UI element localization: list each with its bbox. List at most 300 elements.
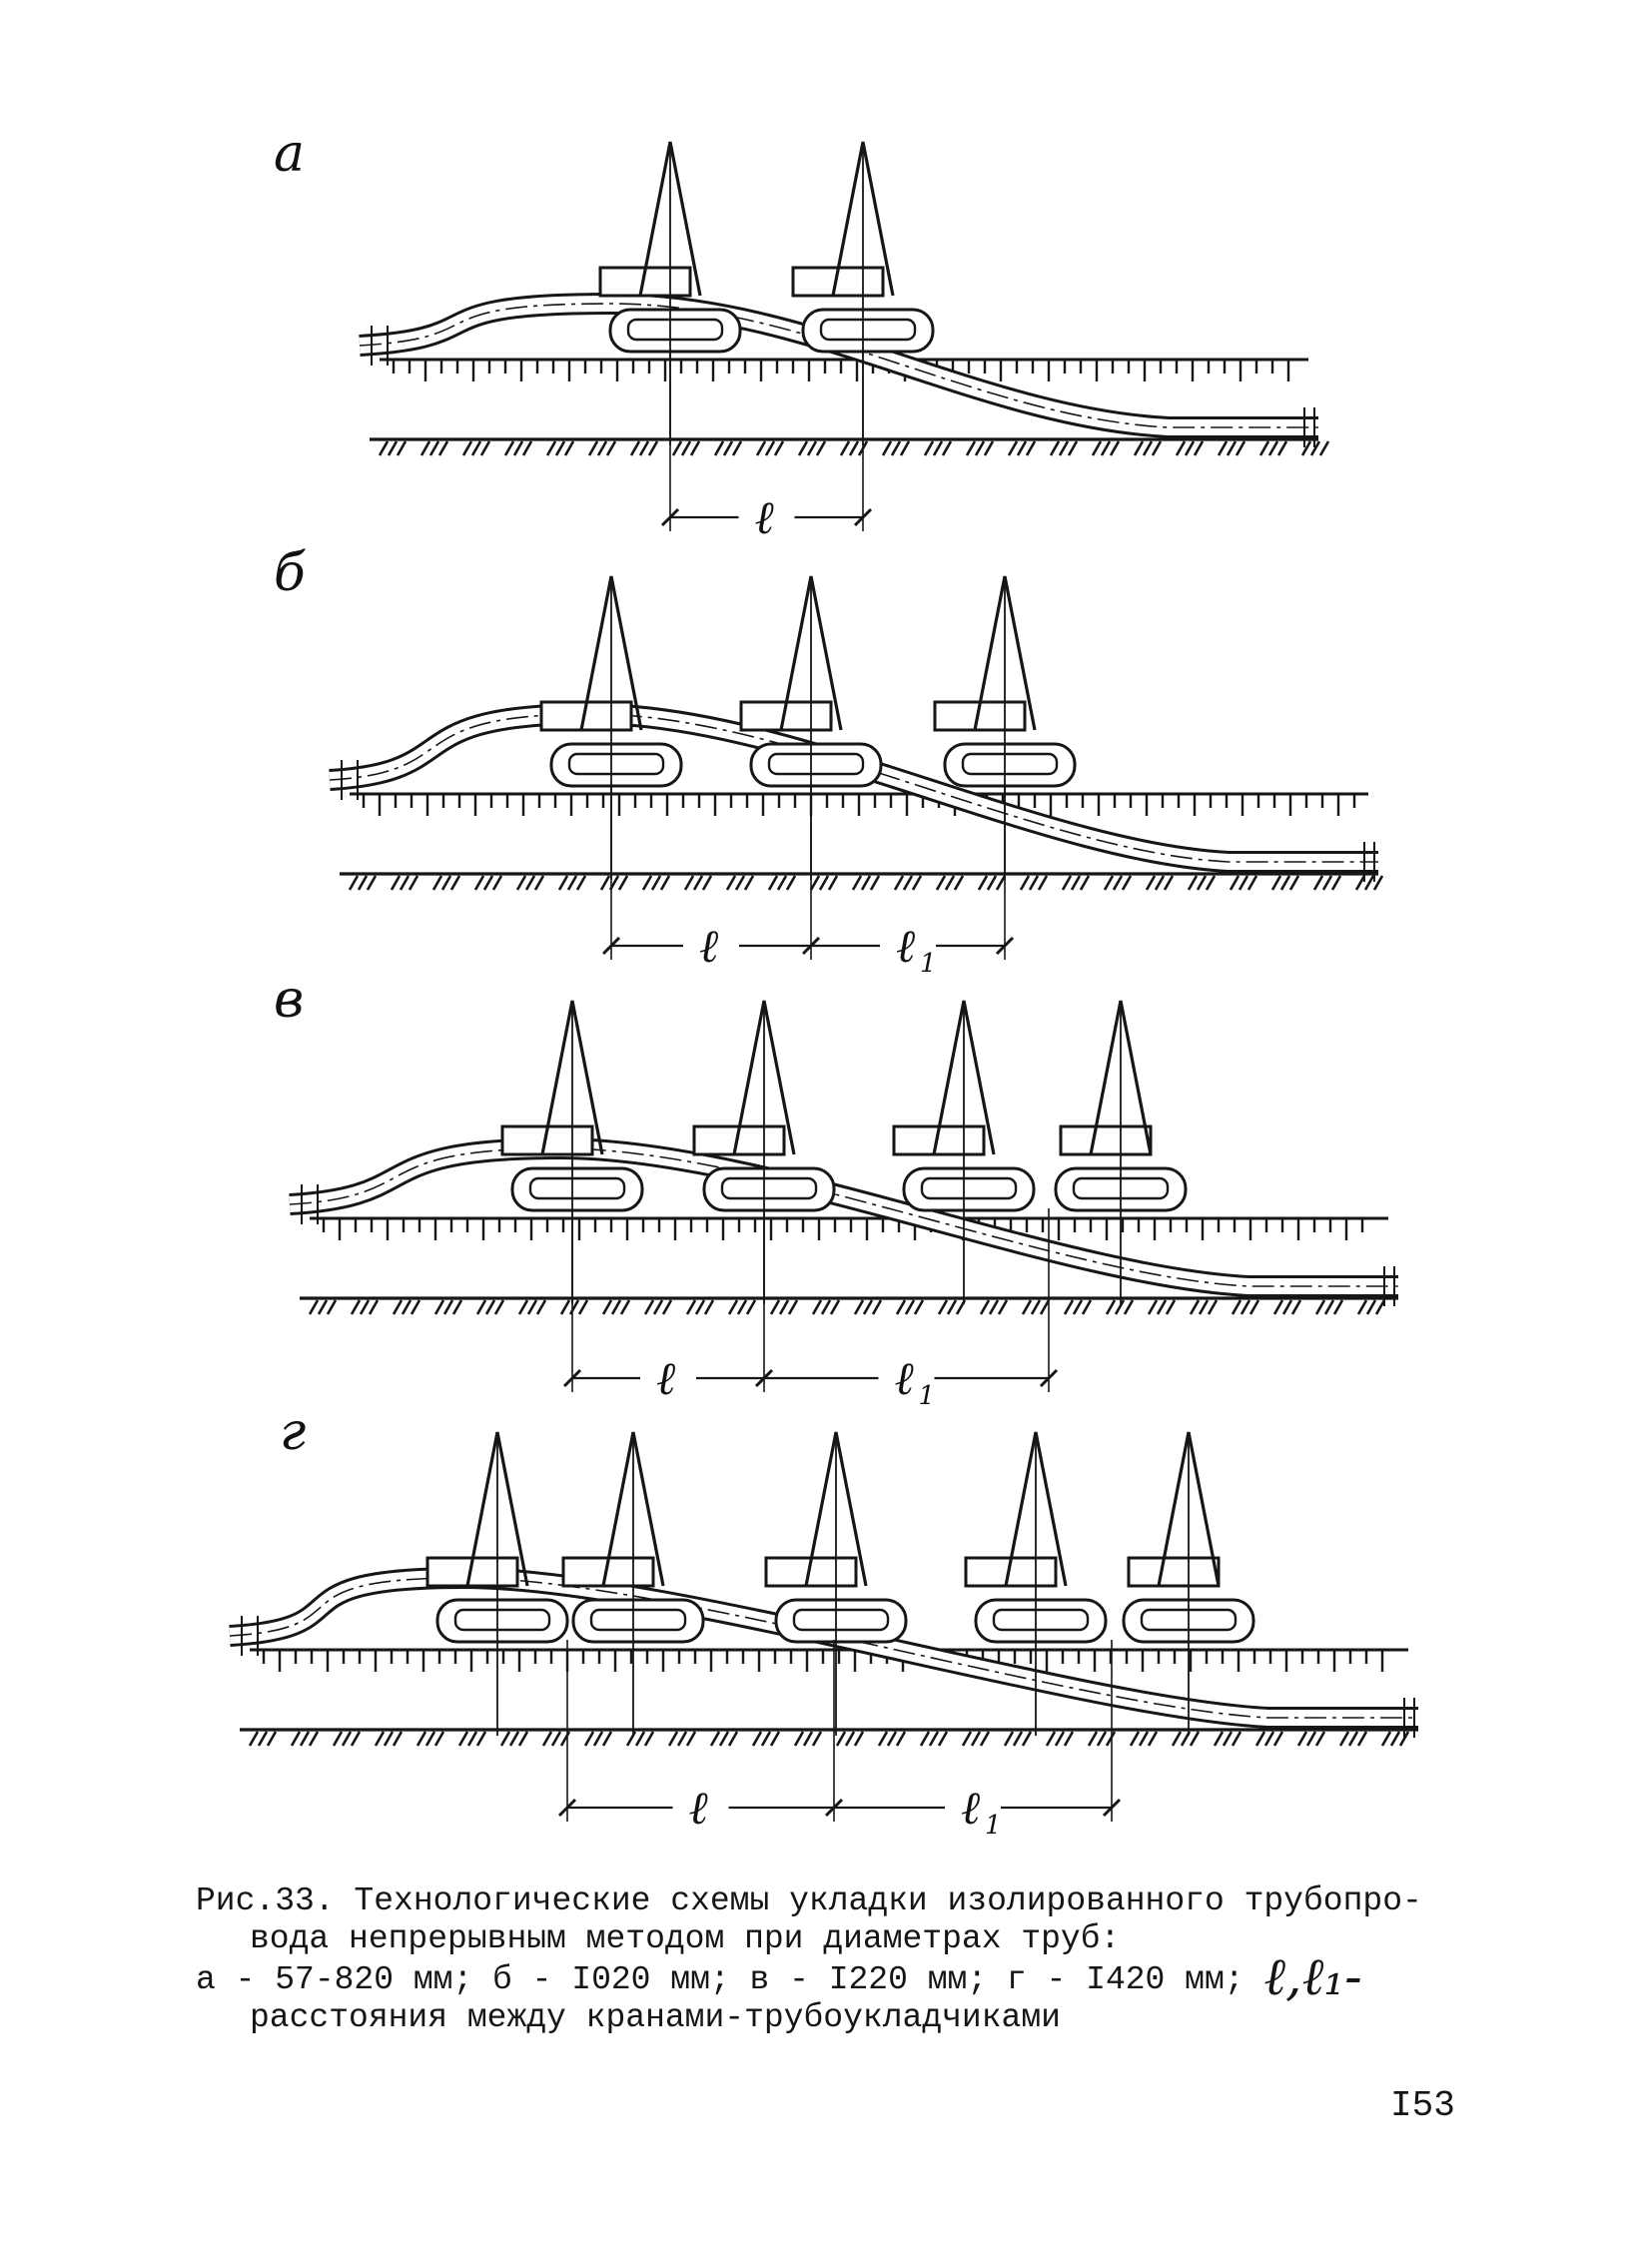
trench-hatch-stroke bbox=[817, 441, 825, 455]
trench-hatch-stroke bbox=[696, 1300, 704, 1314]
trench-hatch-stroke bbox=[543, 1732, 551, 1746]
trench-hatch-stroke bbox=[585, 1732, 593, 1746]
trench-hatch-stroke bbox=[535, 876, 543, 890]
trench-hatch-stroke bbox=[631, 441, 639, 455]
trench-hatch-stroke bbox=[753, 1732, 761, 1746]
trench-hatch-stroke bbox=[1114, 876, 1122, 890]
trench-hatch-stroke bbox=[766, 441, 774, 455]
trench-hatch-stroke bbox=[1081, 876, 1089, 890]
trench-hatch-stroke bbox=[568, 876, 576, 890]
trench-hatch-stroke bbox=[352, 1300, 360, 1314]
trench-hatch-stroke bbox=[603, 1300, 611, 1314]
trench-hatch-stroke bbox=[619, 876, 627, 890]
trench-hatch-stroke bbox=[493, 876, 501, 890]
trench-hatch-stroke bbox=[967, 441, 975, 455]
trench-hatch-stroke bbox=[477, 1732, 485, 1746]
trench-hatch-stroke bbox=[1209, 1300, 1217, 1314]
dimension-label: ℓ bbox=[656, 1351, 676, 1405]
trench-hatch-stroke bbox=[720, 1732, 728, 1746]
trench-hatch-stroke bbox=[594, 1732, 602, 1746]
trench-hatch-stroke bbox=[559, 876, 567, 890]
trench-hatch-stroke bbox=[426, 1732, 434, 1746]
trench-hatch-stroke bbox=[1269, 441, 1277, 455]
trench-hatch-stroke bbox=[1265, 1732, 1273, 1746]
trench-hatch-stroke bbox=[862, 876, 870, 890]
trench-hatch-stroke bbox=[370, 1300, 378, 1314]
caption-line-2: вода непрерывным методом при диаметрах труб: bbox=[250, 1920, 1121, 1957]
trench-hatch-stroke bbox=[789, 1300, 797, 1314]
trench-hatch-stroke bbox=[1256, 1732, 1264, 1746]
trench-hatch-stroke bbox=[846, 1732, 854, 1746]
trench-hatch-stroke bbox=[981, 1732, 989, 1746]
trench-hatch-stroke bbox=[523, 441, 531, 455]
trench-hatch-stroke bbox=[892, 441, 900, 455]
trench-hatch-stroke bbox=[1391, 1732, 1399, 1746]
trench-hatch-stroke bbox=[976, 441, 984, 455]
trench-hatch-stroke bbox=[301, 1732, 309, 1746]
trench-hatch-stroke bbox=[577, 876, 585, 890]
trench-hatch-stroke bbox=[747, 1300, 755, 1314]
trench-hatch-stroke bbox=[711, 1732, 719, 1746]
trench-hatch-stroke bbox=[1144, 441, 1152, 455]
trench-hatch-stroke bbox=[1290, 876, 1298, 890]
trench-hatch-stroke bbox=[897, 1300, 905, 1314]
trench-hatch-stroke bbox=[1102, 441, 1110, 455]
trench-hatch-stroke bbox=[895, 876, 903, 890]
trench-hatch-stroke bbox=[937, 876, 945, 890]
trench-hatch-stroke bbox=[556, 441, 564, 455]
trench-hatch-stroke bbox=[319, 1300, 327, 1314]
trench-hatch-stroke bbox=[771, 1732, 779, 1746]
trench-hatch-stroke bbox=[769, 876, 777, 890]
trench-hatch-stroke bbox=[484, 876, 492, 890]
trench-hatch-stroke bbox=[813, 1732, 821, 1746]
trench-hatch-stroke bbox=[1027, 441, 1035, 455]
trench-hatch-stroke bbox=[871, 876, 879, 890]
trench-hatch-stroke bbox=[1153, 441, 1161, 455]
trench-hatch-stroke bbox=[1323, 876, 1331, 890]
trench-hatch-stroke bbox=[762, 1732, 770, 1746]
trench-hatch-stroke bbox=[1233, 1732, 1240, 1746]
trench-hatch-stroke bbox=[579, 1300, 587, 1314]
caption-dimension-symbols: ℓ,ℓ₁- bbox=[1263, 1947, 1362, 2007]
dimension-label: ℓ bbox=[754, 490, 774, 544]
caption-line-1: Рис.33. Технологические схемы укладки изолированного трубопро- bbox=[196, 1882, 1422, 1919]
trench-hatch-stroke bbox=[1278, 441, 1286, 455]
trench-hatch-stroke bbox=[925, 441, 933, 455]
figure-caption bbox=[196, 1882, 1494, 2037]
trench-hatch-stroke bbox=[310, 1300, 318, 1314]
trench-hatch-stroke bbox=[1374, 876, 1382, 890]
trench-hatch-stroke bbox=[495, 1300, 503, 1314]
trench-hatch-stroke bbox=[589, 441, 597, 455]
trench-hatch-stroke bbox=[831, 1300, 839, 1314]
scheme-panel-1 bbox=[360, 142, 1328, 544]
trench-hatch-stroke bbox=[517, 876, 525, 890]
trench-hatch-stroke bbox=[1156, 876, 1164, 890]
scheme-panel-3 bbox=[290, 1001, 1398, 1411]
trench-hatch-stroke bbox=[888, 1732, 896, 1746]
pipelayer-crane-5 bbox=[1124, 1432, 1253, 1736]
trench-hatch-stroke bbox=[736, 876, 744, 890]
trench-hatch-stroke bbox=[841, 441, 849, 455]
trench-hatch-stroke bbox=[392, 876, 400, 890]
trench-hatch-stroke bbox=[501, 1732, 509, 1746]
trench-hatch-stroke bbox=[1358, 1300, 1366, 1314]
trench-hatch-stroke bbox=[519, 1300, 527, 1314]
trench-hatch-stroke bbox=[943, 441, 951, 455]
crane-cab bbox=[1129, 1558, 1219, 1586]
trench-hatch-stroke bbox=[946, 876, 954, 890]
trench-hatch-stroke bbox=[1198, 876, 1206, 890]
trench-hatch-stroke bbox=[1023, 1300, 1031, 1314]
trench-hatch-stroke bbox=[981, 1300, 989, 1314]
trench-hatch-stroke bbox=[1140, 1732, 1148, 1746]
pipeline-axis bbox=[330, 714, 1378, 862]
trench-hatch-stroke bbox=[477, 1300, 485, 1314]
crawler-track bbox=[704, 1168, 834, 1210]
trench-hatch-stroke bbox=[979, 876, 987, 890]
trench-hatch-stroke bbox=[1005, 1732, 1013, 1746]
trench-hatch-stroke bbox=[1332, 876, 1340, 890]
trench-hatch-stroke bbox=[778, 876, 786, 890]
trench-hatch-stroke bbox=[780, 1300, 788, 1314]
trench-hatch-stroke bbox=[526, 876, 534, 890]
trench-hatch-stroke bbox=[1274, 1300, 1282, 1314]
trench-hatch-stroke bbox=[528, 1300, 536, 1314]
crawler-track bbox=[437, 1600, 567, 1642]
trench-hatch-stroke bbox=[715, 441, 723, 455]
trench-hatch-stroke bbox=[1191, 1300, 1199, 1314]
trench-hatch-stroke bbox=[486, 1300, 494, 1314]
trench-hatch-stroke bbox=[565, 441, 573, 455]
trench-hatch-stroke bbox=[459, 1732, 467, 1746]
trench-hatch-stroke bbox=[1316, 1732, 1324, 1746]
crane-cab bbox=[1061, 1126, 1151, 1154]
trench-hatch-stroke bbox=[1177, 441, 1185, 455]
dimension-label-subscript: 1 bbox=[985, 1811, 1002, 1841]
trench-hatch-stroke bbox=[1123, 876, 1131, 890]
trench-hatch-stroke bbox=[804, 1732, 812, 1746]
trench-hatch-stroke bbox=[1274, 1732, 1282, 1746]
trench-hatch-stroke bbox=[380, 441, 388, 455]
trench-hatch-stroke bbox=[352, 1732, 360, 1746]
trench-hatch-stroke bbox=[1021, 876, 1029, 890]
trench-hatch-stroke bbox=[1237, 441, 1244, 455]
trench-hatch-stroke bbox=[510, 1732, 518, 1746]
trench-hatch-stroke bbox=[930, 1732, 938, 1746]
trench-hatch-stroke bbox=[1065, 1732, 1073, 1746]
trench-hatch-stroke bbox=[268, 1732, 276, 1746]
trench-hatch-stroke bbox=[1189, 876, 1197, 890]
trench-hatch-stroke bbox=[837, 1732, 845, 1746]
trench-hatch-stroke bbox=[1215, 1732, 1223, 1746]
trench-hatch-stroke bbox=[1272, 876, 1280, 890]
trench-hatch-stroke bbox=[901, 441, 909, 455]
trench-hatch-stroke bbox=[1207, 876, 1215, 890]
trench-hatch-stroke bbox=[999, 1300, 1007, 1314]
trench-hatch-stroke bbox=[1039, 876, 1047, 890]
trench-hatch-stroke bbox=[394, 1300, 402, 1314]
trench-hatch-stroke bbox=[636, 1732, 644, 1746]
trench-hatch-stroke bbox=[1248, 876, 1256, 890]
trench-hatch-stroke bbox=[350, 876, 358, 890]
crawler-track bbox=[776, 1600, 906, 1642]
trench-hatch-stroke bbox=[1173, 1732, 1181, 1746]
trench-hatch-stroke bbox=[1283, 1300, 1291, 1314]
trench-hatch-stroke bbox=[724, 441, 732, 455]
caption-line-3 bbox=[196, 1947, 1494, 2007]
trench-hatch-stroke bbox=[1063, 876, 1071, 890]
crawler-track bbox=[976, 1600, 1106, 1642]
trench-hatch-stroke bbox=[1191, 1732, 1199, 1746]
crawler-track bbox=[945, 744, 1075, 786]
trench-hatch-stroke bbox=[430, 441, 438, 455]
trench-hatch-stroke bbox=[1009, 441, 1017, 455]
trench-hatch-stroke bbox=[1018, 441, 1026, 455]
trench-hatch-stroke bbox=[433, 876, 441, 890]
trench-hatch-stroke bbox=[640, 441, 648, 455]
trench-hatch-stroke bbox=[505, 441, 513, 455]
trench-hatch-stroke bbox=[853, 876, 861, 890]
trench-hatch-stroke bbox=[1116, 1300, 1124, 1314]
trench-hatch-stroke bbox=[514, 441, 522, 455]
trench-hatch-stroke bbox=[775, 441, 783, 455]
trench-hatch-stroke bbox=[250, 1732, 258, 1746]
trench-hatch-stroke bbox=[439, 441, 447, 455]
panel-letter-g: г bbox=[280, 1402, 307, 1462]
trench-hatch-stroke bbox=[1228, 441, 1236, 455]
trench-hatch-stroke bbox=[1314, 876, 1322, 890]
trench-hatch-stroke bbox=[1149, 1732, 1157, 1746]
trench-hatch-stroke bbox=[403, 1300, 411, 1314]
trench-hatch-stroke bbox=[1051, 441, 1059, 455]
trench-hatch-stroke bbox=[444, 1300, 452, 1314]
crawler-track bbox=[573, 1600, 703, 1642]
dimension-label: ℓ bbox=[699, 919, 719, 973]
trench-hatch-stroke bbox=[1239, 876, 1247, 890]
trench-hatch-stroke bbox=[442, 876, 450, 890]
trench-hatch-stroke bbox=[985, 441, 993, 455]
trench-hatch-stroke bbox=[883, 441, 891, 455]
dimension-label: ℓ bbox=[894, 1351, 914, 1405]
trench-hatch-stroke bbox=[669, 1732, 677, 1746]
trench-hatch-stroke bbox=[1023, 1732, 1031, 1746]
trench-hatch-stroke bbox=[1135, 441, 1143, 455]
trench-hatch-stroke bbox=[1111, 441, 1119, 455]
trench-hatch-stroke bbox=[873, 1300, 881, 1314]
trench-hatch-stroke bbox=[813, 1300, 821, 1314]
trench-hatch-stroke bbox=[1281, 876, 1289, 890]
trench-hatch-stroke bbox=[811, 876, 819, 890]
trench-hatch-stroke bbox=[963, 1732, 971, 1746]
trench-hatch-stroke bbox=[376, 1732, 384, 1746]
trench-hatch-stroke bbox=[1365, 876, 1373, 890]
panel-letter-b: б bbox=[274, 543, 306, 603]
trench-hatch-stroke bbox=[855, 1300, 863, 1314]
trench-hatch-stroke bbox=[621, 1300, 629, 1314]
trench-hatch-stroke bbox=[771, 1300, 779, 1314]
trench-hatch-stroke bbox=[1107, 1300, 1115, 1314]
trench-hatch-stroke bbox=[643, 876, 651, 890]
pipelayer-crane-3 bbox=[894, 1001, 1034, 1304]
trench-hatch-stroke bbox=[687, 1300, 695, 1314]
trench-hatch-stroke bbox=[394, 1732, 402, 1746]
trench-hatch-stroke bbox=[820, 876, 828, 890]
scheme-panel-2 bbox=[330, 576, 1382, 979]
trench-hatch-stroke bbox=[1316, 1300, 1324, 1314]
trench-hatch-stroke bbox=[1307, 1732, 1315, 1746]
trench-hatch-stroke bbox=[1340, 1732, 1348, 1746]
trench-hatch-stroke bbox=[259, 1732, 267, 1746]
trench-hatch-stroke bbox=[799, 441, 807, 455]
trench-hatch-stroke bbox=[607, 441, 615, 455]
trench-hatch-stroke bbox=[421, 441, 429, 455]
trench-hatch-stroke bbox=[1382, 1732, 1390, 1746]
trench-hatch-stroke bbox=[468, 1732, 476, 1746]
trench-hatch-stroke bbox=[481, 441, 489, 455]
trench-hatch-stroke bbox=[988, 876, 996, 890]
trench-hatch-stroke bbox=[729, 1732, 737, 1746]
trench-hatch-stroke bbox=[645, 1732, 653, 1746]
trench-hatch-stroke bbox=[921, 1732, 929, 1746]
trench-hatch-stroke bbox=[603, 1732, 611, 1746]
trench-hatch-stroke bbox=[343, 1732, 351, 1746]
trench-hatch-stroke bbox=[1325, 1300, 1333, 1314]
trench-hatch-stroke bbox=[1186, 441, 1194, 455]
trench-hatch-stroke bbox=[1089, 1732, 1097, 1746]
trench-hatch-stroke bbox=[673, 441, 681, 455]
trench-hatch-stroke bbox=[1298, 1732, 1306, 1746]
trench-hatch-stroke bbox=[1260, 441, 1268, 455]
trench-hatch-stroke bbox=[1200, 1300, 1208, 1314]
trench-hatch-stroke bbox=[663, 1300, 671, 1314]
dimension-label-subscript: 1 bbox=[920, 949, 937, 979]
trench-hatch-stroke bbox=[1320, 441, 1328, 455]
trench-hatch-stroke bbox=[955, 876, 963, 890]
trench-hatch-stroke bbox=[879, 1732, 887, 1746]
trench-hatch-stroke bbox=[1069, 441, 1077, 455]
trench-hatch-stroke bbox=[475, 876, 483, 890]
trench-hatch-stroke bbox=[1231, 876, 1239, 890]
trench-hatch-stroke bbox=[1041, 1300, 1049, 1314]
crawler-track bbox=[751, 744, 881, 786]
trench-hatch-stroke bbox=[645, 1300, 653, 1314]
trench-hatch-stroke bbox=[1107, 1732, 1115, 1746]
trench-hatch-stroke bbox=[729, 1300, 737, 1314]
trench-hatch-stroke bbox=[547, 441, 555, 455]
trench-hatch-stroke bbox=[398, 441, 406, 455]
trench-hatch-stroke bbox=[1083, 1300, 1091, 1314]
trench-hatch-stroke bbox=[990, 1300, 998, 1314]
trench-hatch-stroke bbox=[410, 876, 417, 890]
trench-hatch-stroke bbox=[939, 1732, 947, 1746]
crawler-track bbox=[610, 310, 740, 352]
trench-hatch-stroke bbox=[1250, 1300, 1258, 1314]
dimension-group bbox=[662, 350, 871, 544]
trench-hatch-stroke bbox=[601, 876, 609, 890]
trench-hatch-stroke bbox=[1065, 1300, 1073, 1314]
trench-hatch-stroke bbox=[654, 1300, 662, 1314]
trench-hatch-stroke bbox=[745, 876, 753, 890]
trench-hatch-stroke bbox=[685, 876, 693, 890]
trench-hatch-stroke bbox=[1241, 1300, 1249, 1314]
trench-hatch-stroke bbox=[822, 1300, 830, 1314]
pipelayer-crane-3 bbox=[766, 1432, 906, 1736]
trench-hatch-stroke bbox=[1047, 1732, 1055, 1746]
trench-hatch-stroke bbox=[1060, 441, 1068, 455]
trench-hatch-stroke bbox=[1292, 1300, 1300, 1314]
trench-hatch-stroke bbox=[997, 876, 1005, 890]
trench-hatch-stroke bbox=[361, 1300, 369, 1314]
crawler-track bbox=[512, 1168, 642, 1210]
crawler-track bbox=[904, 1168, 1034, 1210]
trench-hatch-stroke bbox=[519, 1732, 527, 1746]
trench-hatch-stroke bbox=[1032, 1300, 1040, 1314]
pipeline-outline bbox=[330, 714, 1378, 862]
trench-hatch-stroke bbox=[1167, 1300, 1175, 1314]
trench-hatch-stroke bbox=[864, 1300, 872, 1314]
trench-hatch-stroke bbox=[472, 441, 480, 455]
trench-hatch-stroke bbox=[435, 1732, 443, 1746]
trench-hatch-stroke bbox=[661, 876, 669, 890]
trench-hatch-stroke bbox=[829, 876, 837, 890]
trench-hatch-stroke bbox=[1356, 876, 1364, 890]
trench-hatch-stroke bbox=[1158, 1300, 1166, 1314]
trench-hatch-stroke bbox=[1014, 1732, 1022, 1746]
trench-hatch-stroke bbox=[310, 1732, 318, 1746]
crawler-track bbox=[803, 310, 933, 352]
trench-hatch-stroke bbox=[1098, 1732, 1106, 1746]
trench-hatch-stroke bbox=[463, 441, 471, 455]
trench-hatch-stroke bbox=[694, 876, 702, 890]
trench-hatch-stroke bbox=[733, 441, 741, 455]
crawler-track bbox=[551, 744, 681, 786]
trench-hatch-stroke bbox=[537, 1300, 545, 1314]
trench-hatch-stroke bbox=[972, 1732, 980, 1746]
trench-hatch-stroke bbox=[738, 1300, 746, 1314]
trench-hatch-stroke bbox=[795, 1732, 803, 1746]
trench-hatch-stroke bbox=[292, 1732, 300, 1746]
trench-hatch-stroke bbox=[453, 1300, 461, 1314]
trench-hatch-stroke bbox=[334, 1732, 342, 1746]
trench-hatch-stroke bbox=[1093, 441, 1101, 455]
trench-hatch-stroke bbox=[1056, 1732, 1064, 1746]
trench-hatch-stroke bbox=[904, 876, 912, 890]
trench-hatch-stroke bbox=[687, 1732, 695, 1746]
trench-hatch-stroke bbox=[1224, 1732, 1232, 1746]
panel-letter-v: в bbox=[274, 970, 305, 1030]
trench-hatch-stroke bbox=[906, 1300, 914, 1314]
page-number: I53 bbox=[1390, 2085, 1455, 2126]
trench-hatch-stroke bbox=[948, 1300, 956, 1314]
trench-hatch-stroke bbox=[897, 1732, 905, 1746]
trench-hatch-stroke bbox=[1072, 876, 1080, 890]
trench-hatch-stroke bbox=[1367, 1300, 1375, 1314]
trench-hatch-stroke bbox=[368, 876, 376, 890]
trench-hatch-stroke bbox=[435, 1300, 443, 1314]
trench-hatch-stroke bbox=[1105, 876, 1113, 890]
trench-hatch-stroke bbox=[727, 876, 735, 890]
trench-hatch-stroke bbox=[389, 441, 397, 455]
trench-hatch-stroke bbox=[612, 1300, 620, 1314]
trench-hatch-stroke bbox=[787, 876, 795, 890]
trench-hatch-stroke bbox=[855, 1732, 863, 1746]
trench-hatch-stroke bbox=[682, 441, 690, 455]
trench-hatch-stroke bbox=[939, 1300, 947, 1314]
caption-line-4: расстояния между кранами-трубоукладчиками bbox=[250, 1999, 1061, 2036]
trench-hatch-stroke bbox=[359, 876, 367, 890]
